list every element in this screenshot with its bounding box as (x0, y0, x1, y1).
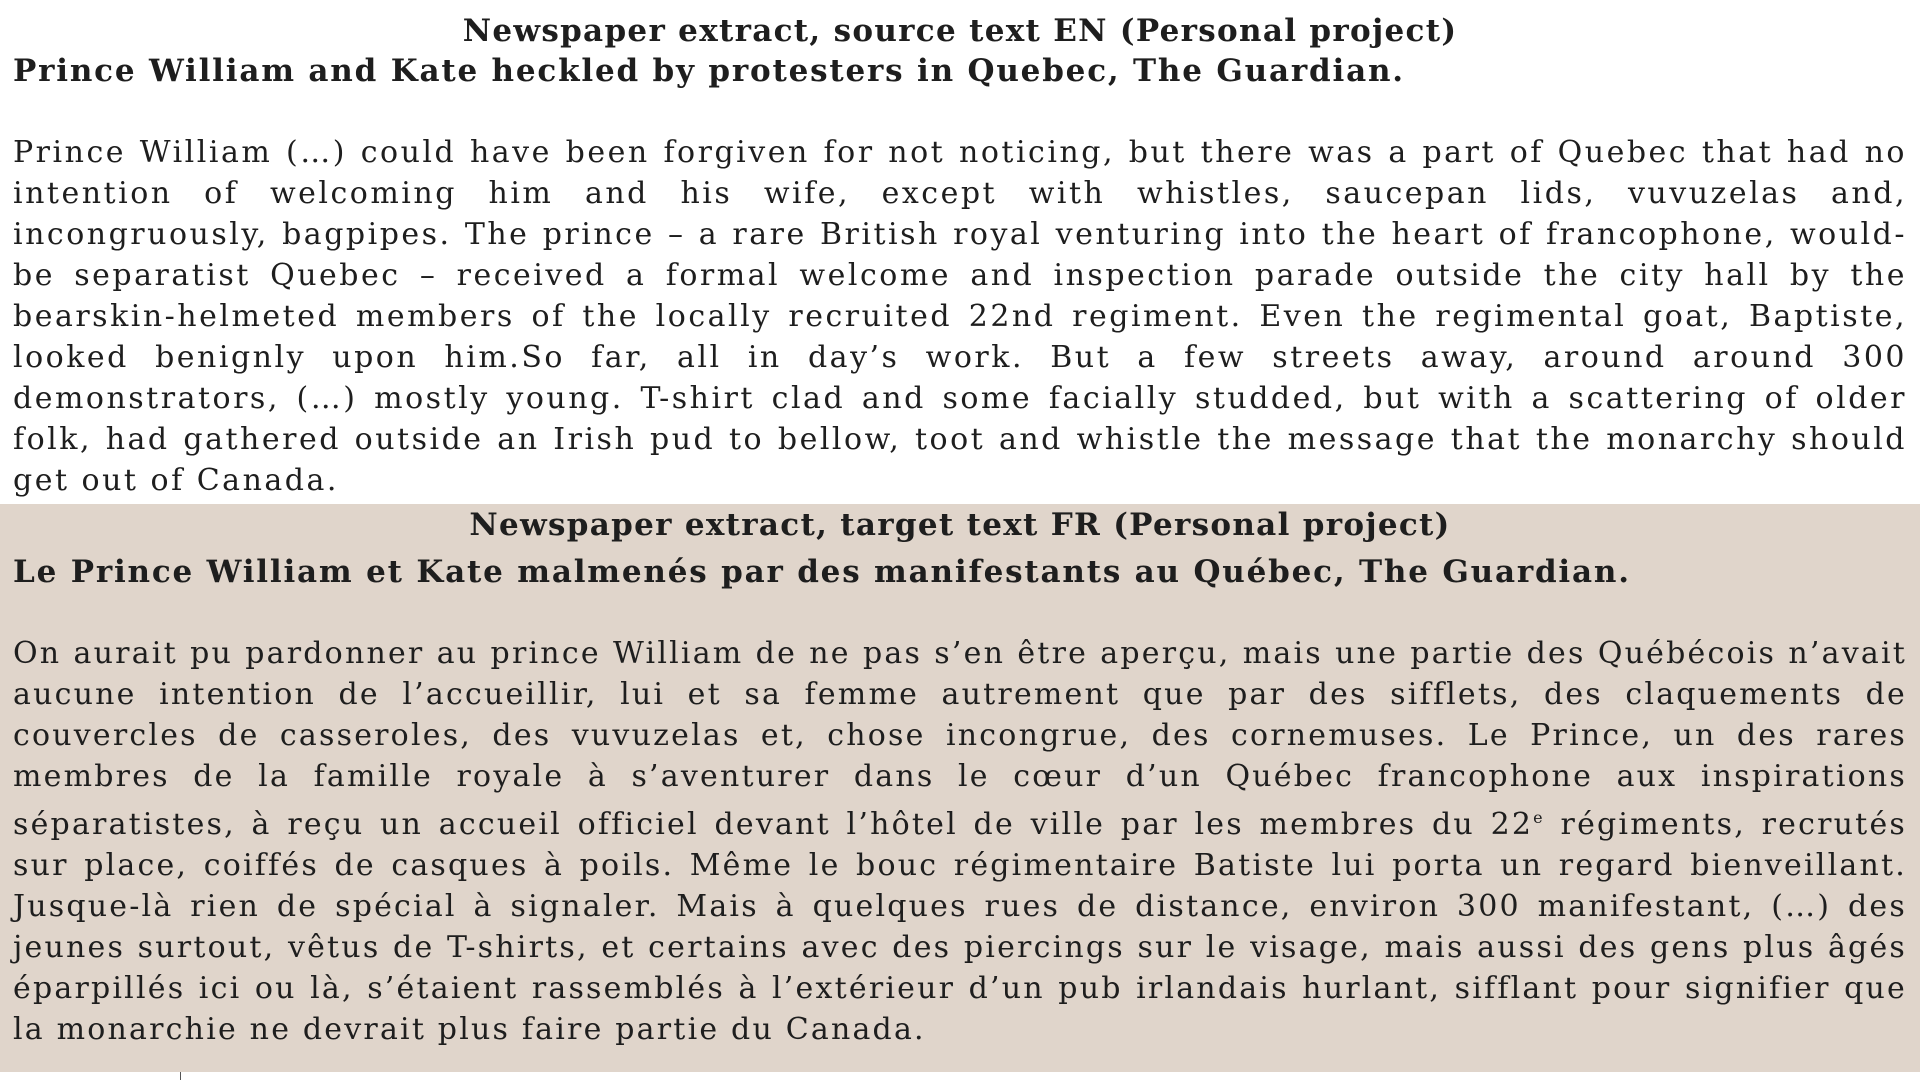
text-cursor-mark (180, 1072, 181, 1080)
source-article-title: Prince William and Kate heckled by protesters in Quebec, The Guardian. (13, 53, 1405, 89)
source-article-body: Prince William (…) could have been forgiven for not noticing, but there was a part of Quebec that had no intention of welcoming him and his wife, except with whistles, saucepan lids, vuvuzelas and, incongruously, bagpipes. The prince – a rare British royal venturing into the heart of francophone, would-be separatist Quebec – received a formal welcome and inspection parade outside the city hall by the bearskin-helmeted members of the locally recruited 22nd regiment. Even the regimental goat, Baptiste, looked benignly upon him.So far, all in day’s work. But a few streets away, around around 300 demonstrators, (…) mostly young. T-shirt clad and some facially studded, but with a scattering of older folk, had gathered outside an Irish pud to bellow, toot and whistle the message that the monarchy should get out of Canada. (13, 135, 1907, 498)
source-text-section (0, 0, 1920, 504)
target-body-part-2: régiments, recrutés sur place, coiffés de casques à poils. Même le bouc régimentaire Batiste lui porta un regard bienveillant. Jusque-là rien de spécial à signaler. Mais à quelques rues de distance, environ 300 manifestant, (…) des jeunes surtout, vêtus de T-shirts, et certains avec des piercings sur le visage, mais aussi des gens plus âgés éparpillés ici ou là, s’étaient rassemblés à l’extérieur d’un pub irlandais hurlant, sifflant pour signifier que la monarchie ne devrait plus faire partie du Canada. (13, 807, 1907, 1047)
target-article-body (13, 633, 1907, 1050)
target-body-part-1: On aurait pu pardonner au prince William de ne pas s’en être aperçu, mais une partie des Québécois n’avait aucune intention de l’accueillir, lui et sa femme autrement que par des sifflets, des claquements de couvercles de casseroles, des vuvuzelas et, chose incongrue, des cornemuses. Le Prince, un des rares membres de la famille royale à s’aventurer dans le cœur d’un Québec francophone aux inspirations séparatistes, à reçu un accueil officiel devant l’hôtel de ville par les membres du 22 (13, 636, 1907, 842)
target-body-superscript: e (1533, 808, 1545, 827)
target-section-heading: Newspaper extract, target text FR (Personal project) (469, 507, 1451, 543)
target-article-title: Le Prince William et Kate malmenés par des manifestants au Québec, The Guardian. (13, 554, 1631, 590)
target-text-section (0, 504, 1920, 1072)
source-section-heading: Newspaper extract, source text EN (Personal project) (462, 13, 1458, 49)
